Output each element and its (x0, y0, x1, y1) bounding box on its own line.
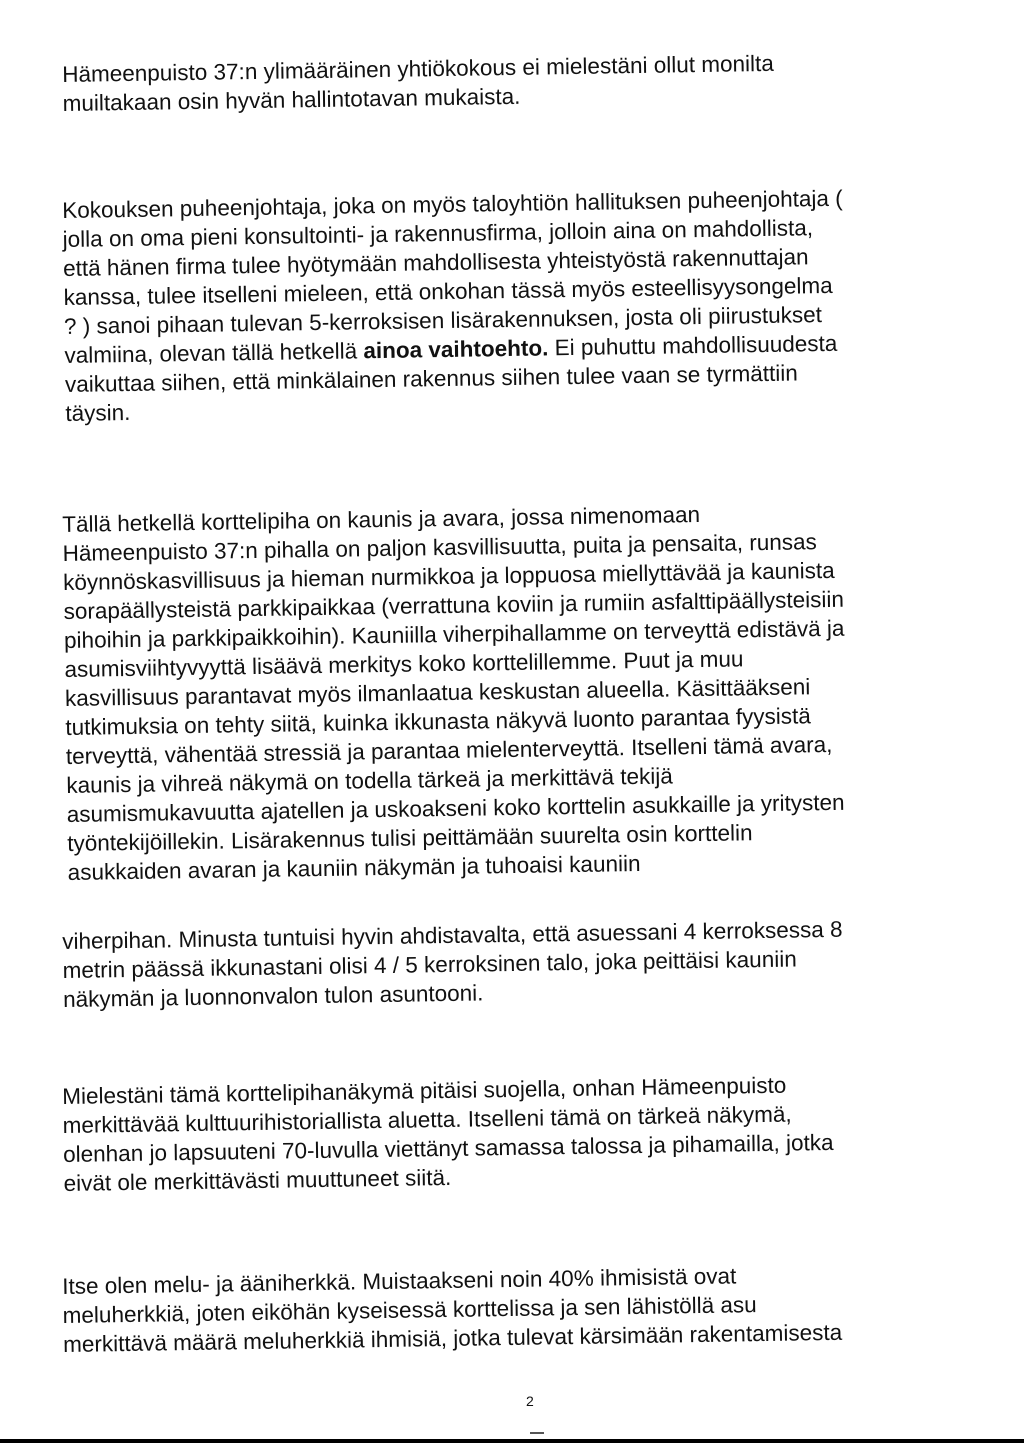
text-line: Hämeenpuisto 37:n ylimääräinen yhtiökokous ei mielestäni ollut monilta (62, 50, 774, 87)
paragraph-noise-sensitivity (62, 1257, 993, 1359)
text-line: täysin. (65, 399, 131, 426)
paragraph-meeting-governance (62, 45, 993, 118)
paragraph-heritage (62, 1067, 994, 1198)
text-line: Mielestäni tämä korttelipihanäkymä pitäisi suojella, onhan Hämeenpuisto (62, 1072, 787, 1109)
text-line: työntekijöillekin. Lisärakennus tulisi peittämään suurelta osin korttelin (67, 820, 753, 856)
emphasis-only-option: ainoa vaihtoehto. (363, 335, 549, 364)
text-line: muiltakaan osin hyvän hallintotavan mukaista. (62, 83, 521, 116)
text-line: metrin päässä ikkunastani olisi 4 / 5 kerroksinen talo, joka peittäisi kauniin (62, 946, 797, 983)
text-line: jolla on oma pieni konsultointi- ja rakennusfirma, jolloin aina on mahdollista, (62, 215, 814, 252)
text-line: ? ) sanoi pihaan tulevan 5-kerroksisen lisärakennuksen, josta oli piirustukset (63, 302, 823, 339)
text-line: tutkimuksia on tehty siitä, kuinka ikkunasta näkyvä luonto parantaa fyysistä (65, 703, 811, 740)
text-line: meluherkkiä, joten eiköhän kyseisessä korttelissa ja sen lähistöllä asu (62, 1292, 757, 1328)
text-line: asukkaiden avaran ja kauniin näkymän ja tuhoaisi kauniin (67, 850, 641, 885)
text-line: Itse olen melu- ja ääniherkkä. Muistaakseni noin 40% ihmisistä ovat (62, 1263, 737, 1299)
text-line: vaikuttaa siihen, että minkälainen rakennus siihen tulee vaan se tyrmättiin (64, 360, 798, 397)
text-line: merkittävä määrä meluherkkiä ihmisiä, jotka tulevat kärsimään rakentamisesta (62, 1319, 843, 1357)
page-number: 2 (526, 1393, 534, 1409)
text-line: merkittävää kulttuurihistoriallista aluetta. Itselleni tämä on tärkeä näkymä, (62, 1101, 792, 1138)
text-line: eivät ole merkittävästi muuttuneet siitä. (63, 1164, 452, 1196)
text-line: sorapäällysteistä parkkipaikkaa (verrattuna koviin ja rumiin asfalttipäällysteisiin (63, 586, 845, 624)
text-line: näkymän ja luonnonvalon tulon asuntooni. (62, 980, 484, 1012)
text-run: valmiina, olevan tällä hetkellä (64, 338, 364, 368)
text-line: Kokouksen puheenjohtaja, joka on myös taloyhtiön hallituksen puheenjohtaja ( (62, 185, 843, 223)
text-line: kanssa, tulee itselleni mieleen, että onkohan tässä myös esteellisyysongelma (63, 272, 833, 310)
paragraph-chairman (62, 181, 996, 428)
text-line: viherpihan. Minusta tuntuisi hyvin ahdistavalta, että asuessani 4 kerroksessa 8 (62, 916, 843, 954)
text-line: kaunis ja vihreä näkymä on todella tärkeä ja merkittävä tekijä (66, 763, 674, 798)
text-line: kasvillisuus parantavat myös ilmanlaatua keskustan alueella. Käsittääkseni (64, 674, 811, 711)
text-line: Hämeenpuisto 37:n pihalla on paljon kasvillisuutta, puita ja pensaita, runsas (62, 529, 818, 566)
paragraph-anxiety (62, 912, 993, 1014)
text-line: asumisviihtyvyyttä lisäävä merkitys koko korttelillemme. Puut ja muu (64, 646, 744, 682)
text-line: köynnöskasvillisuus ja hieman nurmikkoa ja loppuosa miellyttävää ja kaunista (62, 557, 835, 595)
text-line: että hänen firma tulee hyötymään mahdollisesta yhteistyöstä rakennuttajan (62, 244, 809, 281)
bottom-border-line (0, 1439, 1024, 1443)
text-run: Ei puhuttu mahdollisuudesta (548, 330, 838, 361)
scan-mark (530, 1432, 544, 1434)
text-line: Tällä hetkellä korttelipiha on kaunis ja avara, jossa nimenomaan (62, 501, 701, 537)
text-line: pihoihin ja parkkipaikkoihin). Kauniilla viherpihallamme on terveyttä edistävä ja (63, 615, 845, 653)
text-line: terveyttä, vähentää stressiä ja parantaa mielenterveyttä. Itselleni tämä avara, (65, 731, 833, 769)
paragraph-courtyard (62, 495, 998, 887)
text-line: olenhan jo lapsuuteni 70-luvulla viettänyt samassa talossa ja pihamailla, jotka (62, 1129, 834, 1167)
text-line: asumismukavuutta ajatellen ja uskoakseni koko korttelin asukkaille ja yritysten (66, 789, 845, 827)
